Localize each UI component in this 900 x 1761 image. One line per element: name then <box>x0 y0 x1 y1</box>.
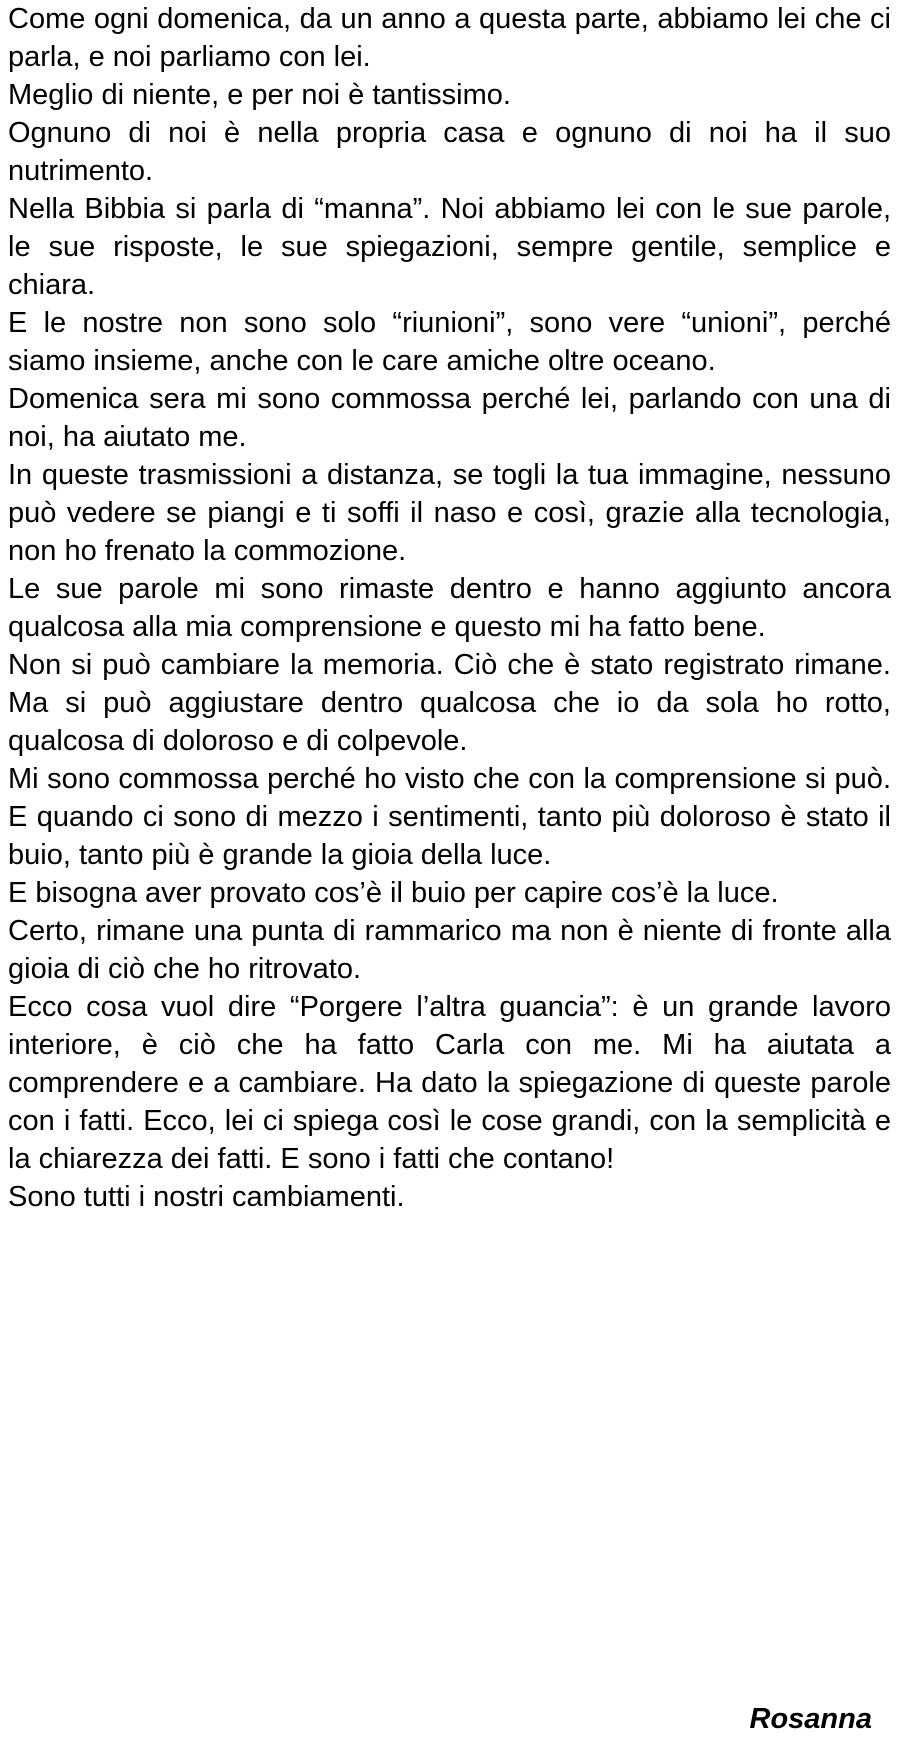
paragraph: Come ogni domenica, da un anno a questa parte, abbiamo lei che ci parla, e noi parliamo con lei. <box>8 3 891 73</box>
paragraph: Meglio di niente, e per noi è tantissimo. <box>8 79 511 111</box>
paragraph: Nella Bibbia si parla di “manna”. Noi abbiamo lei con le sue parole, le sue risposte, le sue spiegazioni, sempre gentile, semplice e chiara. <box>8 193 891 301</box>
document-body <box>8 0 891 1216</box>
paragraph: Certo, rimane una punta di rammarico ma non è niente di fronte alla gioia di ciò che ho ritrovato. <box>8 915 891 985</box>
paragraph: Domenica sera mi sono commossa perché lei, parlando con una di noi, ha aiutato me. <box>8 383 891 453</box>
paragraph: Ognuno di noi è nella propria casa e ognuno di noi ha il suo nutrimento. <box>8 117 891 187</box>
paragraph: Mi sono commossa perché ho visto che con la comprensione si può. E quando ci sono di mezzo i sentimenti, tanto più doloroso è stato il buio, tanto più è grande la gioia della luce. <box>8 763 891 871</box>
paragraph: In queste trasmissioni a distanza, se togli la tua immagine, nessuno può vedere se piangi e ti soffi il naso e così, grazie alla tecnologia, non ho frenato la commozione. <box>8 459 891 567</box>
paragraph: Le sue parole mi sono rimaste dentro e hanno aggiunto ancora qualcosa alla mia comprensione e questo mi ha fatto bene. <box>8 573 891 643</box>
paragraph: Sono tutti i nostri cambiamenti. <box>8 1181 405 1213</box>
paragraph: E le nostre non sono solo “riunioni”, sono vere “unioni”, perché siamo insieme, anche con le care amiche oltre oceano. <box>8 307 891 377</box>
paragraph: Non si può cambiare la memoria. Ciò che è stato registrato rimane. Ma si può aggiustare dentro qualcosa che io da sola ho rotto, qualcosa di doloroso e di colpevole. <box>8 649 891 757</box>
author-signature: Rosanna <box>749 1703 872 1735</box>
paragraph: E bisogna aver provato cos’è il buio per capire cos’è la luce. <box>8 877 779 909</box>
paragraph: Ecco cosa vuol dire “Porgere l’altra guancia”: è un grande lavoro interiore, è ciò che ha fatto Carla con me. Mi ha aiutata a comprendere e a cambiare. Ha dato la spiegazione di queste parole con i fatti. Ecco, lei ci spiega così le cose grandi, con la semplicità e la chiarezza dei fatti. E sono i fatti che contano! <box>8 991 891 1175</box>
